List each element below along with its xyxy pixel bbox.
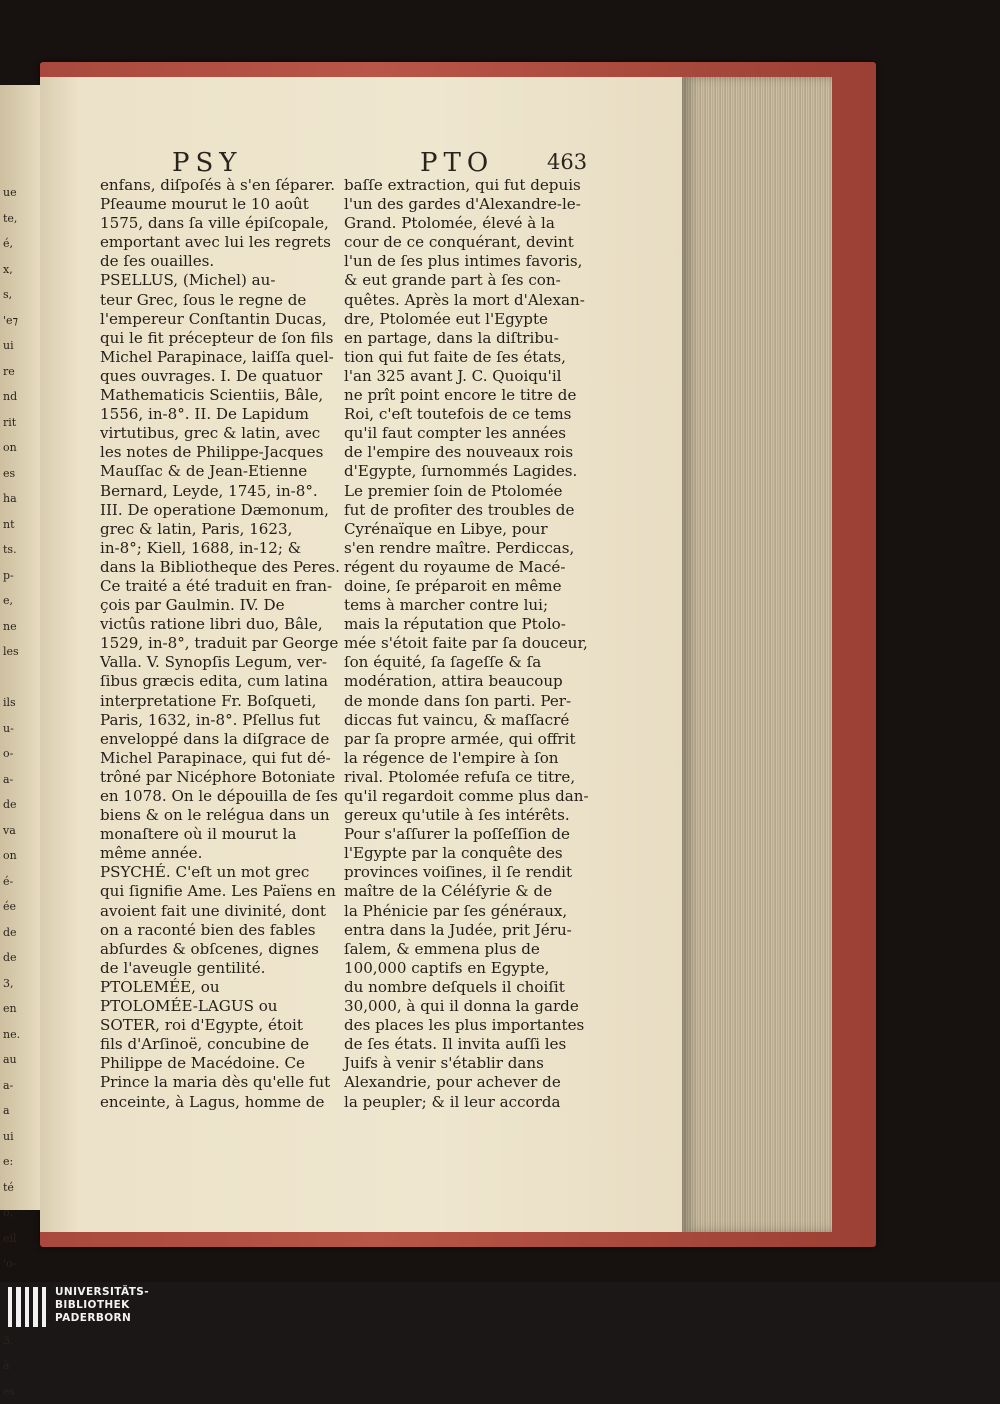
margin-fragment [3,665,20,691]
text-line: Mathematicis Scientiis, Bâle, [100,386,348,405]
margin-fragment: de [3,920,20,946]
text-line: PTOLOMÉE-LAGUS ou [100,997,348,1016]
margin-fragment: en [3,996,20,1022]
text-line: provinces voiſines, il ſe rendit [344,863,592,882]
margin-fragment: à [3,1353,20,1379]
margin-fragment: de [3,792,20,818]
margin-fragment: ui [3,1124,20,1150]
text-line: rival. Ptolomée refuſa ce titre, [344,768,592,787]
text-line: III. De operatione Dæmonum, [100,501,348,520]
text-line: par ſa propre armée, qui offrit [344,730,592,749]
margin-fragment: de [3,945,20,971]
library-name [55,1286,149,1325]
margin-fragment: 'e⁊ [3,308,20,334]
margin-fragment: s, [3,282,20,308]
margin-fragment: ui [3,333,20,359]
margin-fragment: rit [3,410,20,436]
text-line: Juifs à venir s'établir dans [344,1054,592,1073]
text-line: d'Egypte, ſurnommés Lagides. [344,462,592,481]
text-line: çois par Gaulmin. IV. De [100,596,348,615]
margin-fragment: es [3,461,20,487]
margin-fragment: é- [3,869,20,895]
text-line: Philippe de Macédoine. Ce [100,1054,348,1073]
text-line: 30,000, à qui il donna la garde [344,997,592,1016]
text-line: ſon équité, ſa ſageſſe & ſa [344,653,592,672]
text-line: fils d'Arſinoë, concubine de [100,1035,348,1054]
text-line: l'un des gardes d'Alexandre-le- [344,195,592,214]
text-line: Alexandrie, pour achever de [344,1073,592,1092]
text-line: dans la Bibliotheque des Peres. [100,558,348,577]
text-line: l'Egypte par la conquête des [344,844,592,863]
library-logo-icon [8,1287,46,1327]
margin-fragment: eil [3,1226,20,1252]
margin-fragment: 3, [3,1328,20,1354]
text-line: régent du royaume de Macé- [344,558,592,577]
margin-fragment: a [3,1098,20,1124]
margin-fragment: ts. [3,537,20,563]
margin-fragment: 3, [3,971,20,997]
text-line: modération, attira beaucoup [344,672,592,691]
margin-fragment: ée [3,894,20,920]
text-line: Michel Parapinace, laiſſa quel- [100,348,348,367]
margin-fragment: p- [3,563,20,589]
text-line: les notes de Philippe-Jacques [100,443,348,462]
page-edges [682,77,832,1232]
text-line: on a raconté bien des fables [100,921,348,940]
text-line: s'en rendre maître. Perdiccas, [344,539,592,558]
text-line: quêtes. Après la mort d'Alexan- [344,291,592,310]
text-line: trôné par Nicéphore Botoniate [100,768,348,787]
margin-fragment: o, [3,1200,20,1226]
text-line: l'an 325 avant J. C. Quoiqu'il [344,367,592,386]
text-line: entra dans la Judée, prit Jéru- [344,921,592,940]
text-line: biens & on le relégua dans un [100,806,348,825]
text-line: l'empereur Conſtantin Ducas, [100,310,348,329]
margin-fragment: on [3,843,20,869]
text-line: la peupler; & il leur accorda [344,1093,592,1112]
text-line: PTOLEMÉE, ou [100,978,348,997]
margin-fragment: ne. [3,1022,20,1048]
margin-fragment: ue [3,180,20,206]
margin-fragment: é, [3,231,20,257]
text-line: tion qui fut faite de ſes états, [344,348,592,367]
text-line: qui le fit précepteur de ſon fils [100,329,348,348]
text-line: tems à marcher contre lui; [344,596,592,615]
left-page-edge [0,85,40,1210]
text-line: baſſe extraction, qui fut depuis [344,176,592,195]
margin-fragment: ne [3,614,20,640]
text-line: monaſtere où il mourut la [100,825,348,844]
text-line: la régence de l'empire à ſon [344,749,592,768]
text-line: de monde dans ſon parti. Per- [344,692,592,711]
text-line: mée s'étoit faite par ſa douceur, [344,634,592,653]
text-line: Michel Parapinace, qui fut dé- [100,749,348,768]
library-name-line: PADERBORN [55,1312,149,1325]
text-line: Pſeaume mourut le 10 août [100,195,348,214]
margin-fragment: te, [3,206,20,232]
margin-fragment: es [3,1379,20,1404]
library-name-line: BIBLIOTHEK [55,1299,149,1312]
text-line: enveloppé dans la diſgrace de [100,730,348,749]
text-line: Valla. V. Synopſis Legum, ver- [100,653,348,672]
text-line: mais la réputation que Ptolo- [344,615,592,634]
text-line: des places les plus importantes [344,1016,592,1035]
text-line: Mauſſac & de Jean-Etienne [100,462,348,481]
text-line: teur Grec, ſous le regne de [100,291,348,310]
text-line: grec & latin, Paris, 1623, [100,520,348,539]
margin-fragment: té [3,1175,20,1201]
left-page-fragments [3,180,20,1404]
text-line: 1575, dans ſa ville épiſcopale, [100,214,348,233]
text-line: de ſes états. Il invita auſſi les [344,1035,592,1054]
text-line: Prince la maria dès qu'elle fut [100,1073,348,1092]
text-line: en partage, dans la diſtribu- [344,329,592,348]
text-line: Bernard, Leyde, 1745, in-8°. [100,482,348,501]
text-line: in-8°; Kiell, 1688, in-12; & [100,539,348,558]
text-line: virtutibus, grec & latin, avec [100,424,348,443]
text-line: du nombre deſquels il choiſit [344,978,592,997]
margin-fragment: on [3,435,20,461]
margin-fragment: les [3,639,20,665]
text-line: l'un de ſes plus intimes favoris, [344,252,592,271]
text-line: avoient fait une divinité, dont [100,902,348,921]
margin-fragment: va [3,818,20,844]
text-line: cour de ce conquérant, devint [344,233,592,252]
running-head-left: PSY [172,148,242,178]
margin-fragment: re [3,359,20,385]
text-line: en 1078. On le dépouilla de ſes [100,787,348,806]
text-line: 100,000 captifs en Egypte, [344,959,592,978]
text-line: ne prît point encore le titre de [344,386,592,405]
margin-fragment: ha [3,486,20,512]
text-line: ques ouvrages. I. De quatuor [100,367,348,386]
margin-fragment: a- [3,1073,20,1099]
text-line: 1529, in-8°, traduit par George [100,634,348,653]
text-line: Ce traité a été traduit en fran- [100,577,348,596]
text-line: ſalem, & emmena plus de [344,940,592,959]
text-line: interpretatione Fr. Boſqueti, [100,692,348,711]
margin-fragment: u- [3,716,20,742]
text-line: la Phénicie par ſes généraux, [344,902,592,921]
running-head-right: PTO [420,148,494,178]
text-line: qui ſignifie Ame. Les Païens en [100,882,348,901]
text-line: diccas fut vaincu, & maſſacré [344,711,592,730]
text-line: qu'il faut compter les années [344,424,592,443]
text-line: victûs ratione libri duo, Bâle, [100,615,348,634]
text-line: & eut grande part à ſes con- [344,271,592,290]
text-line: fut de profiter des troubles de [344,501,592,520]
text-line: ſibus græcis edita, cum latina [100,672,348,691]
margin-fragment: x, [3,257,20,283]
text-column-right [344,176,592,1112]
text-line: gereux qu'utile à ſes intérêts. [344,806,592,825]
text-line: même année. [100,844,348,863]
margin-fragment: nd [3,384,20,410]
margin-fragment: ils [3,690,20,716]
text-column-left [100,176,348,1112]
text-line: de l'empire des nouveaux rois [344,443,592,462]
text-line: enfans, diſpoſés à s'en ſéparer. [100,176,348,195]
text-line: Paris, 1632, in-8°. Pſellus fut [100,711,348,730]
margin-fragment: e: [3,1149,20,1175]
library-name-line: UNIVERSITÄTS- [55,1286,149,1299]
text-line: dre, Ptolomée eut l'Egypte [344,310,592,329]
text-line: PSYCHÉ. C'eſt un mot grec [100,863,348,882]
margin-fragment: a- [3,767,20,793]
text-line: qu'il regardoit comme plus dan- [344,787,592,806]
text-line: enceinte, à Lagus, homme de [100,1093,348,1112]
text-line: 1556, in-8°. II. De Lapidum [100,405,348,424]
text-line: de ſes ouailles. [100,252,348,271]
text-line: Grand. Ptolomée, élevé à la [344,214,592,233]
margin-fragment: nt [3,512,20,538]
text-line: Pour s'aſſurer la poſſeſſion de [344,825,592,844]
text-line: de l'aveugle gentilité. [100,959,348,978]
margin-fragment: 'o- [3,1251,20,1277]
margin-fragment: e, [3,588,20,614]
text-line: PSELLUS, (Michel) au- [100,271,348,290]
library-footer [0,1282,1000,1333]
text-line: doine, ſe préparoit en même [344,577,592,596]
text-line: abſurdes & obſcenes, dignes [100,940,348,959]
text-line: emportant avec lui les regrets [100,233,348,252]
text-line: maître de la Céléſyrie & de [344,882,592,901]
page-number: 463 [547,150,587,174]
text-line: Roi, c'eſt toutefois de ce tems [344,405,592,424]
text-line: Le premier ſoin de Ptolomée [344,482,592,501]
text-line: Cyrénaïque en Libye, pour [344,520,592,539]
text-line: SOTER, roi d'Egypte, étoit [100,1016,348,1035]
margin-fragment: au [3,1047,20,1073]
margin-fragment: o- [3,741,20,767]
